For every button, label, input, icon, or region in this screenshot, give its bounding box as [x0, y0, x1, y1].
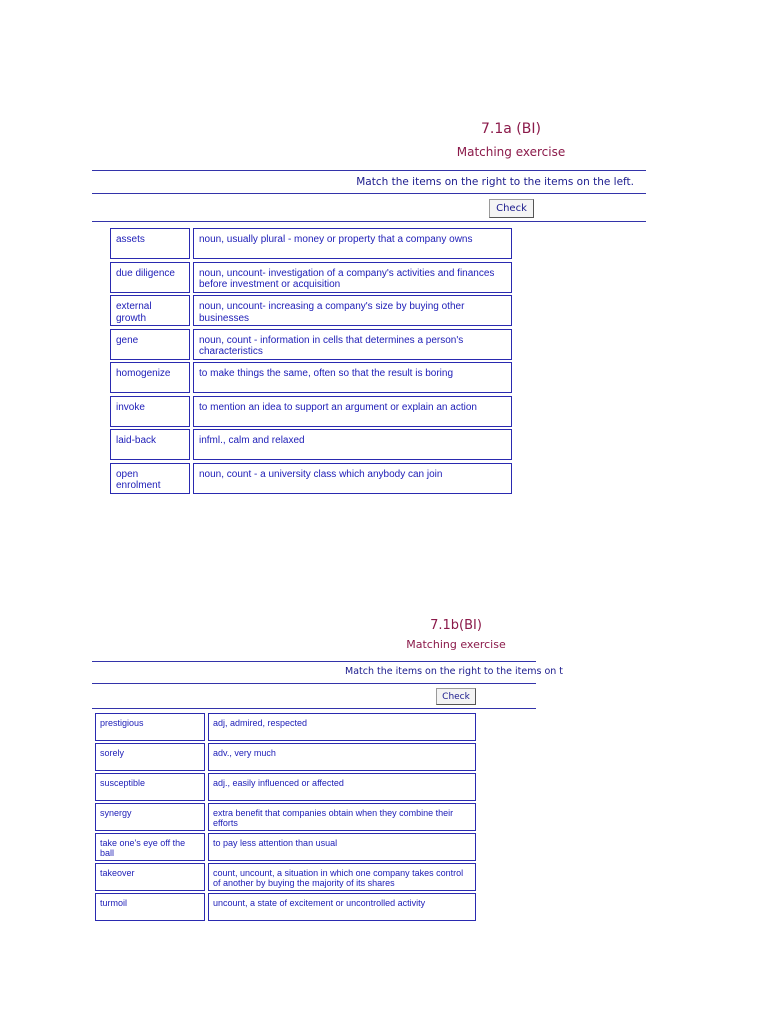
term-cell[interactable]: prestigious — [95, 713, 205, 741]
exercise-a-table — [110, 228, 512, 494]
definition-cell[interactable]: count, uncount, a situation in which one company takes control of another by buying the majority of its shares — [208, 863, 476, 891]
exercise-a-title: 7.1a (BI) — [481, 121, 541, 137]
term-cell[interactable]: homogenize — [110, 362, 190, 393]
definition-cell[interactable]: noun, uncount- investigation of a company's activities and finances before investment or acquisition — [193, 262, 512, 293]
definition-cell[interactable]: to make things the same, often so that the result is boring — [193, 362, 512, 393]
exercise-a-instruction: Match the items on the right to the items on the left. — [356, 176, 634, 188]
exercise-b-subtitle: Matching exercise — [406, 638, 506, 651]
term-cell[interactable]: open enrolment — [110, 463, 190, 494]
term-cell[interactable]: synergy — [95, 803, 205, 831]
definition-cell[interactable]: noun, count - information in cells that determines a person's characteristics — [193, 329, 512, 360]
definition-cell[interactable]: adj, admired, respected — [208, 713, 476, 741]
table-row — [95, 743, 476, 771]
exercise-a-check-button[interactable]: Check — [489, 199, 534, 218]
exercise-a-mid-rule — [92, 193, 646, 194]
term-cell[interactable]: invoke — [110, 396, 190, 427]
definition-cell[interactable]: noun, usually plural - money or property that a company owns — [193, 228, 512, 259]
term-cell[interactable]: gene — [110, 329, 190, 360]
term-cell[interactable]: take one's eye off the ball — [95, 833, 205, 861]
table-row — [95, 863, 476, 891]
definition-cell[interactable]: extra benefit that companies obtain when they combine their efforts — [208, 803, 476, 831]
exercise-b-top-rule — [92, 661, 536, 662]
exercise-b-instruction: Match the items on the right to the items on t — [345, 666, 564, 677]
term-cell[interactable]: laid-back — [110, 429, 190, 460]
term-cell[interactable]: due diligence — [110, 262, 190, 293]
definition-cell[interactable]: infml., calm and relaxed — [193, 429, 512, 460]
term-cell[interactable]: takeover — [95, 863, 205, 891]
table-row — [110, 228, 512, 259]
definition-cell[interactable]: uncount, a state of excitement or uncontrolled activity — [208, 893, 476, 921]
term-cell[interactable]: susceptible — [95, 773, 205, 801]
table-row — [110, 329, 512, 360]
exercise-b-bottom-rule — [92, 708, 536, 709]
term-cell[interactable]: external growth — [110, 295, 190, 326]
definition-cell[interactable]: to pay less attention than usual — [208, 833, 476, 861]
exercise-b-mid-rule — [92, 683, 536, 684]
table-row — [95, 803, 476, 831]
definition-cell[interactable]: adv., very much — [208, 743, 476, 771]
term-cell[interactable]: turmoil — [95, 893, 205, 921]
definition-cell[interactable]: noun, uncount- increasing a company's size by buying other businesses — [193, 295, 512, 326]
table-row — [110, 396, 512, 427]
exercise-b-table — [95, 713, 476, 923]
definition-cell[interactable]: to mention an idea to support an argument or explain an action — [193, 396, 512, 427]
table-row — [110, 295, 512, 326]
term-cell[interactable]: sorely — [95, 743, 205, 771]
exercise-b-title: 7.1b(BI) — [430, 618, 482, 633]
exercise-a-top-rule — [92, 170, 646, 171]
exercise-a-subtitle: Matching exercise — [456, 145, 566, 159]
exercise-a-bottom-rule — [92, 221, 646, 222]
exercise-b-check-button[interactable]: Check — [436, 688, 476, 705]
term-cell[interactable]: assets — [110, 228, 190, 259]
table-row — [95, 833, 476, 861]
table-row — [110, 362, 512, 393]
table-row — [110, 429, 512, 460]
table-row — [110, 463, 512, 494]
definition-cell[interactable]: adj., easily influenced or affected — [208, 773, 476, 801]
table-row — [95, 773, 476, 801]
table-row — [95, 893, 476, 921]
definition-cell[interactable]: noun, count - a university class which anybody can join — [193, 463, 512, 494]
table-row — [95, 713, 476, 741]
table-row — [110, 262, 512, 293]
